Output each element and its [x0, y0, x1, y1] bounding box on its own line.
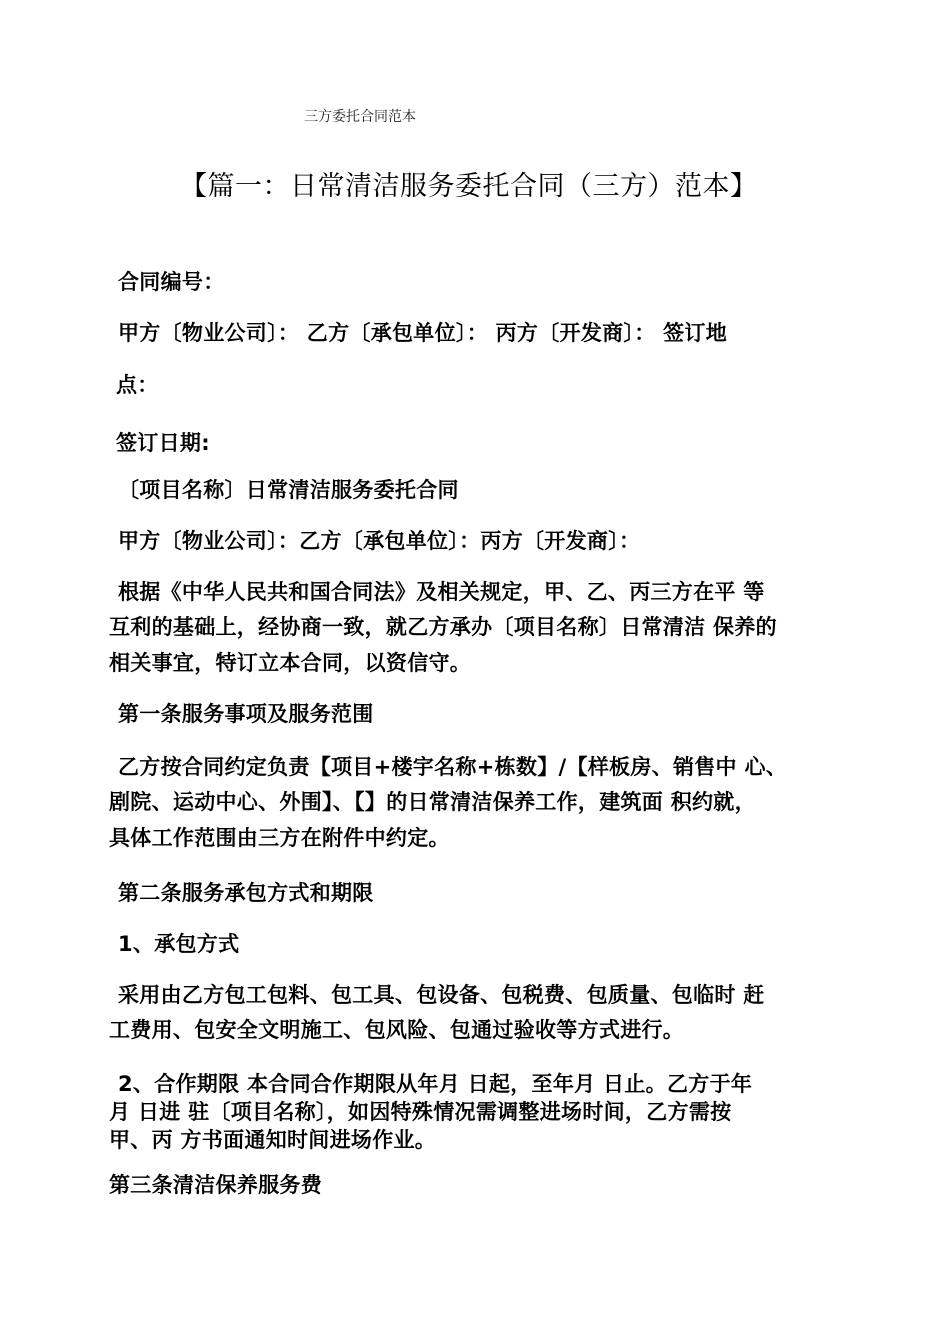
preamble-line-2: 互利的基础上，经协商一致，就乙方承办〔项目名称〕日常清洁 保养的: [109, 615, 777, 639]
article-2-section-2-line-1: 2、合作期限 本合同合作期限从年月 日起，至年月 日止。乙方于年: [118, 1072, 753, 1096]
article-2-section-1-line-2: 工费用、包安全文明施工、包风险、包通过验收等方式进行。: [109, 1018, 685, 1042]
article-1-line-1: 乙方按合同约定负责【项目+楼宇名称+栋数】/【样板房、销售中 心、: [118, 755, 788, 779]
parties-line-1: 甲方〔物业公司〕： 乙方〔承包单位〕： 丙方〔开发商〕： 签订地: [118, 321, 728, 345]
parties-line-1-continued: 点：: [116, 373, 159, 397]
parties-line-2: 甲方〔物业公司〕：乙方〔承包单位〕：丙方〔开发商〕：: [118, 529, 641, 553]
contract-number-line: 合同编号：: [118, 270, 225, 294]
article-2-title: 第二条服务承包方式和期限: [118, 881, 374, 905]
article-2-section-1-line-1: 采用由乙方包工包料、包工具、包设备、包税费、包质量、包临时 赶: [118, 983, 765, 1007]
article-2-section-2-line-3: 甲、丙 方书面通知时间进场作业。: [109, 1128, 437, 1152]
article-1-line-3: 具体工作范围由三方在附件中约定。: [109, 826, 450, 850]
article-2-section-2-line-2: 月 日进 驻〔项目名称〕，如因特殊情况需调整进场时间，乙方需按: [109, 1100, 732, 1124]
preamble-line-1: 根据《中华人民共和国合同法》及相关规定，甲、乙、丙三方在平 等: [118, 580, 765, 604]
document-title: 【篇一：日常清洁服务委托合同（三方）范本】: [180, 171, 758, 202]
header-note: 三方委托合同范本: [304, 109, 416, 125]
article-3-title: 第三条清洁保养服务费: [109, 1173, 322, 1197]
preamble-line-3: 相关事宜，特订立本合同，以资信守。: [109, 651, 472, 675]
article-1-line-2: 剧院、运动中心、外围】、【】的日常清洁保养工作，建筑面 积约就，: [109, 790, 756, 814]
project-name-line: 〔项目名称〕日常清洁服务委托合同: [118, 478, 459, 502]
article-1-title: 第一条服务事项及服务范围: [118, 702, 374, 726]
sign-date-line: 签订日期:: [116, 431, 210, 455]
article-2-section-1-heading: 1、承包方式: [118, 932, 240, 956]
